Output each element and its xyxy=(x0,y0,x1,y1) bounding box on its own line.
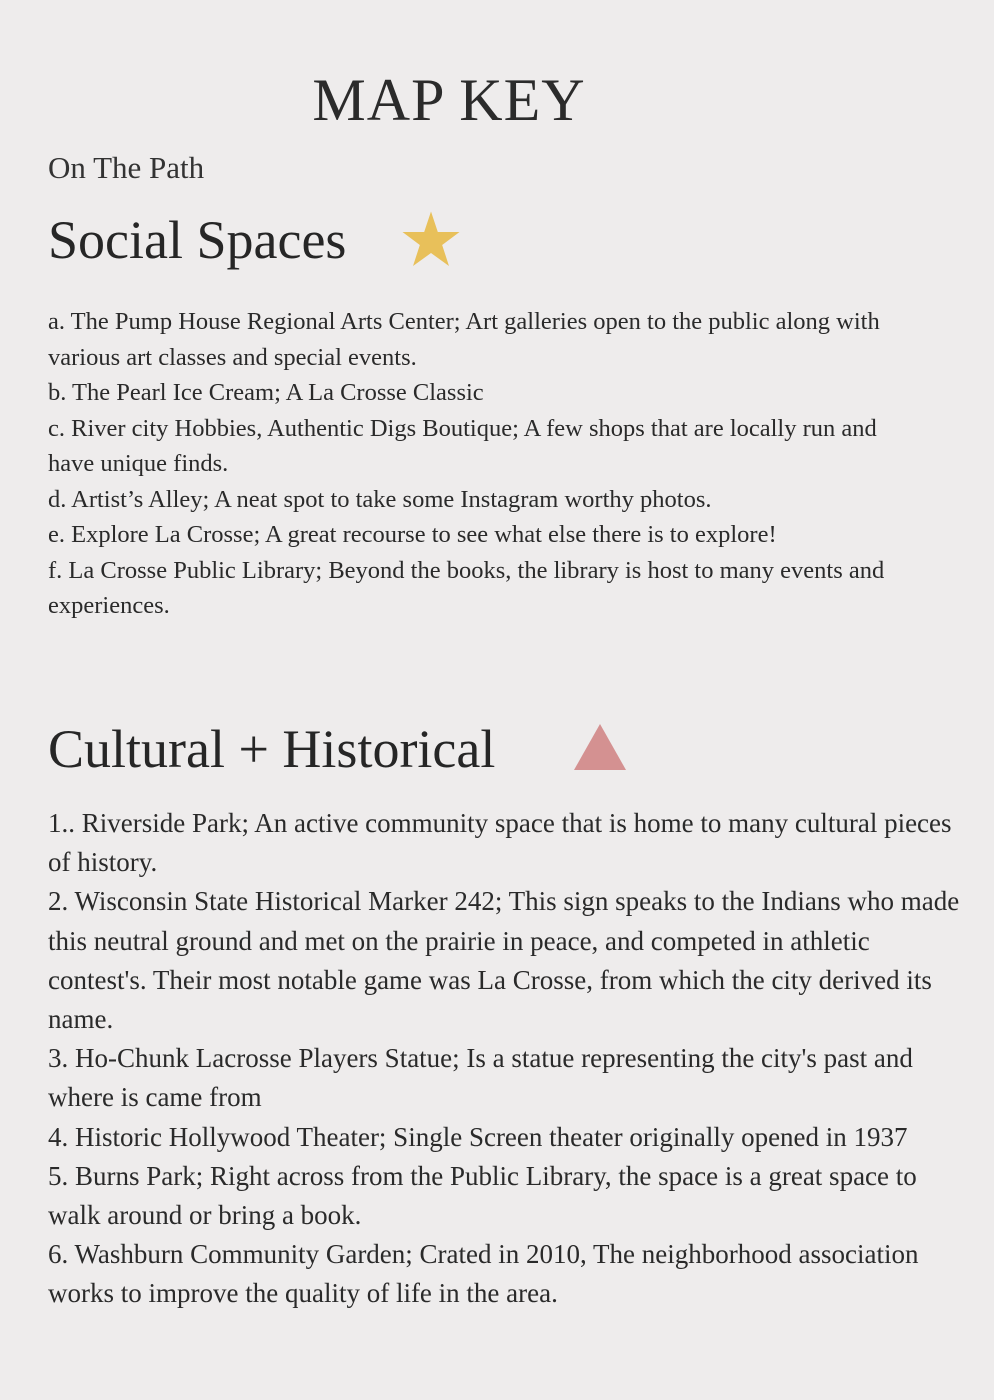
social-spaces-title: Social Spaces xyxy=(48,210,347,270)
cultural-historical-heading xyxy=(48,719,496,779)
star-icon xyxy=(400,209,462,271)
list-item: c. River city Hobbies, Authentic Digs Boutique; A few shops that are locally run and have unique finds. xyxy=(48,414,877,477)
social-spaces-list xyxy=(48,304,928,624)
list-item: a. The Pump House Regional Arts Center; Art galleries open to the public along with various art classes and special events. xyxy=(48,308,880,371)
page-title: MAP KEY xyxy=(312,67,586,133)
list-item: 6. Washburn Community Garden; Crated in 2010, The neighborhood association works to improve the quality of life in the area. xyxy=(48,1239,919,1309)
list-item: f. La Crosse Public Library; Beyond the books, the library is host to many events and experiences. xyxy=(48,556,885,619)
list-item: 2. Wisconsin State Historical Marker 242; This sign speaks to the Indians who made this neutral ground and met on the prairie in peace, and competed in athletic contest's. Their most notable game was La Crosse, from which the city derived its name. xyxy=(48,886,960,1035)
cultural-historical-title: Cultural + Historical xyxy=(48,719,496,779)
list-item: 1.. Riverside Park; An active community space that is home to many cultural pieces of history. xyxy=(48,808,952,878)
list-item: 5. Burns Park; Right across from the Public Library, the space is a great space to walk around or bring a book. xyxy=(48,1160,917,1231)
social-spaces-heading xyxy=(48,210,347,270)
list-item: b. The Pearl Ice Cream; A La Crosse Classic xyxy=(48,379,484,406)
list-item: 4. Historic Hollywood Theater; Single Screen theater originally opened in 1937 xyxy=(48,1121,908,1152)
list-item: d. Artist’s Alley; A neat spot to take some Instagram worthy photos. xyxy=(48,485,712,513)
page-subtitle: On The Path xyxy=(48,150,205,185)
list-item: 3. Ho-Chunk Lacrosse Players Statue; Is a statue representing the city's past and where is came from xyxy=(48,1043,913,1113)
list-item: e. Explore La Crosse; A great recourse to see what else there is to explore! xyxy=(48,521,777,548)
cultural-historical-list xyxy=(48,804,963,1314)
triangle-icon xyxy=(574,724,626,770)
